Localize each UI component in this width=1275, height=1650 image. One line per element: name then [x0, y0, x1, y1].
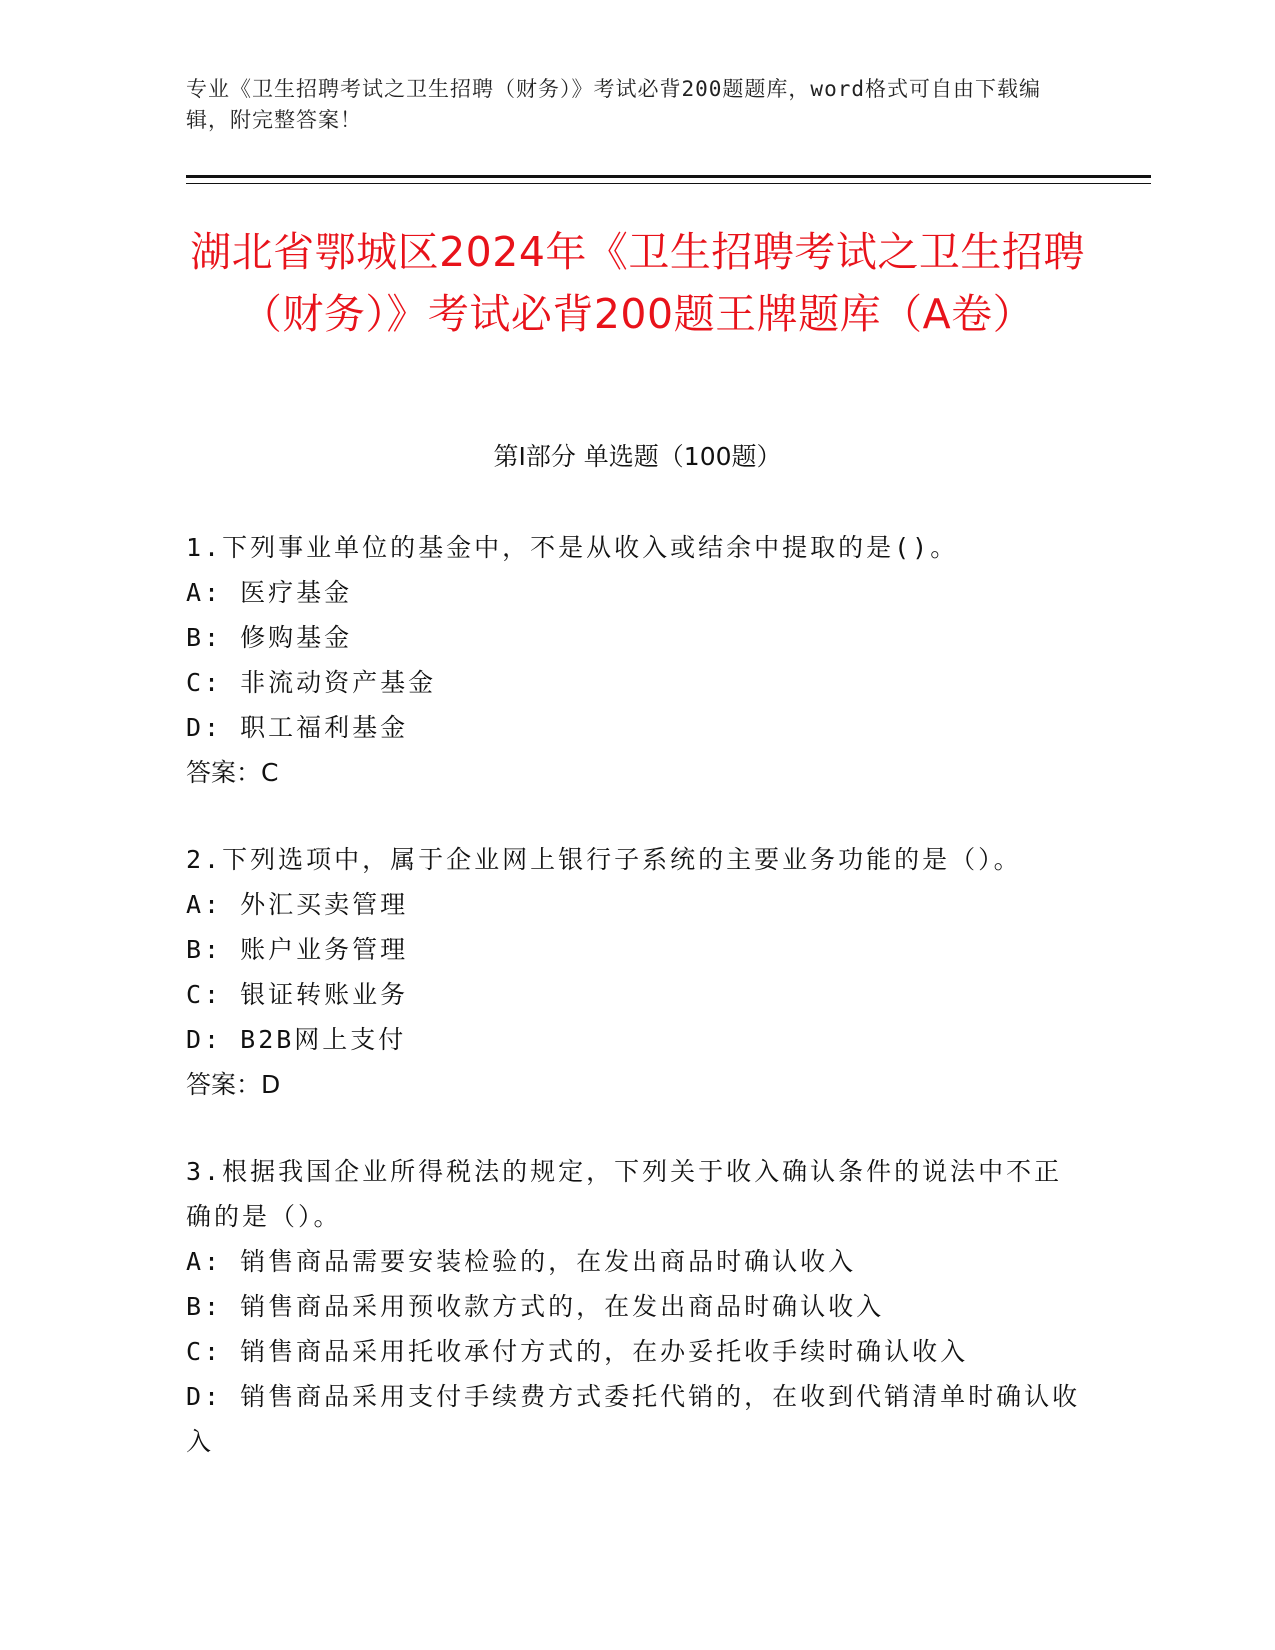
question-answer: 答案：D: [186, 1070, 281, 1099]
question-item: [186, 1149, 1086, 1464]
question-option-a: A: 销售商品需要安装检验的，在发出商品时确认收入: [186, 1247, 857, 1276]
question-answer: 答案：C: [186, 758, 279, 787]
question-option-c: C: 非流动资产基金: [186, 668, 437, 697]
header-note: 专业《卫生招聘考试之卫生招聘（财务）》考试必背200题题库，word格式可自由下载编辑，附完整答案！: [186, 77, 1041, 132]
question-item: [186, 837, 1086, 1107]
question-item: [186, 525, 1086, 795]
question-option-d: D: B2B网上支付: [186, 1025, 407, 1054]
question-option-d: D: 职工福利基金: [186, 713, 409, 742]
question-option-d: D: 销售商品采用支付手续费方式委托代销的，在收到代销清单时确认收入: [186, 1382, 1081, 1456]
question-list: [186, 525, 1086, 1506]
question-option-c: C: 销售商品采用托收承付方式的，在办妥托收手续时确认收入: [186, 1337, 969, 1366]
question-option-b: B: 账户业务管理: [186, 935, 409, 964]
question-option-b: B: 销售商品采用预收款方式的，在发出商品时确认收入: [186, 1292, 885, 1321]
header-divider-thin: [186, 183, 1151, 184]
document-title: 湖北省鄂城区2024年《卫生招聘考试之卫生招聘（财务）》考试必背200题王牌题库（A卷）: [190, 228, 1085, 338]
question-option-b: B: 修购基金: [186, 623, 353, 652]
section-heading: 第Ⅰ部分 单选题（100题）: [493, 442, 782, 471]
question-stem: 2.下列选项中，属于企业网上银行子系统的主要业务功能的是（）。: [186, 845, 1022, 874]
question-option-c: C: 银证转账业务: [186, 980, 409, 1009]
question-stem: 1.下列事业单位的基金中，不是从收入或结余中提取的是()。: [186, 533, 959, 562]
question-stem: 3.根据我国企业所得税法的规定，下列关于收入确认条件的说法中不正确的是（）。: [186, 1157, 1063, 1231]
question-option-a: A: 外汇买卖管理: [186, 890, 409, 919]
question-option-a: A: 医疗基金: [186, 578, 353, 607]
header-divider-thick: [186, 175, 1151, 178]
